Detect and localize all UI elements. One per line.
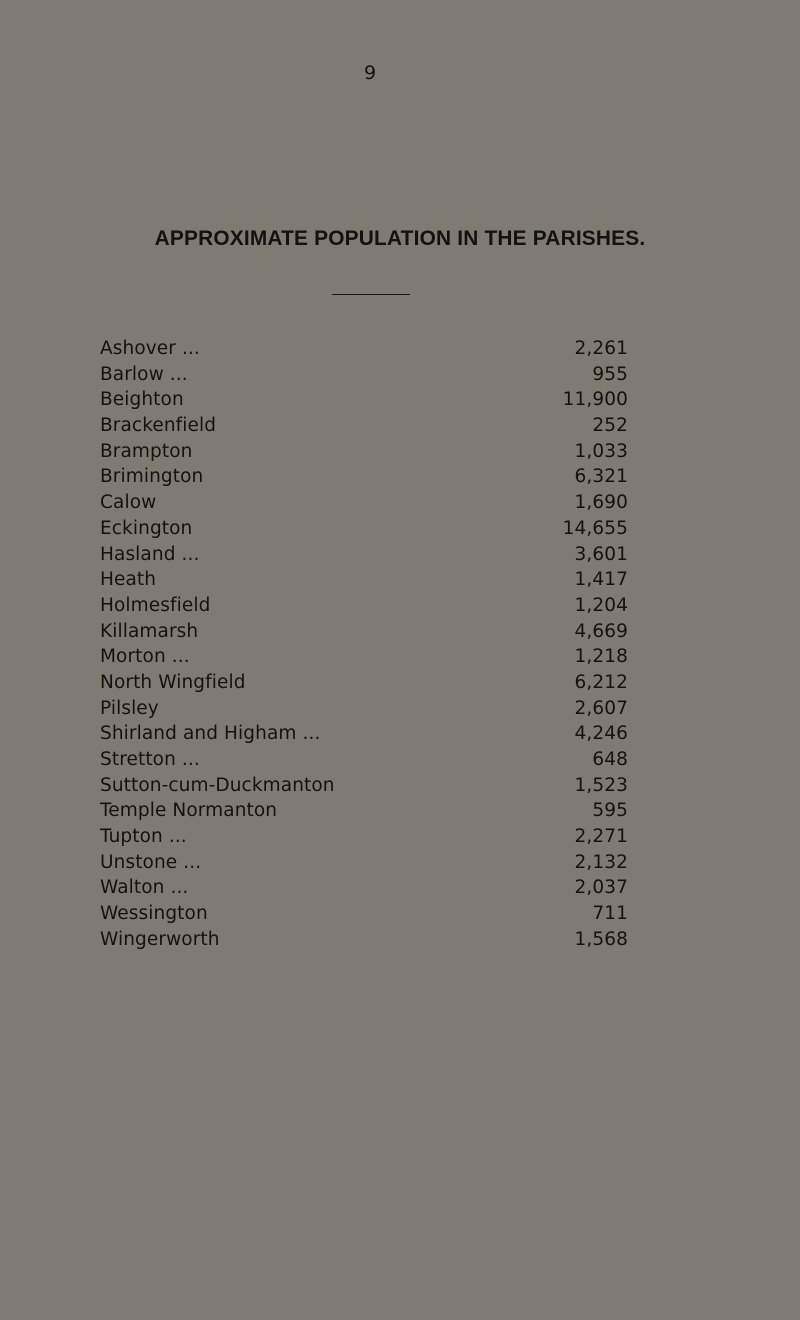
parish-name: Temple Normanton <box>100 800 278 822</box>
table-row <box>100 721 628 747</box>
parish-name: Brackenfield <box>100 415 217 437</box>
parish-name: Brampton <box>100 440 193 462</box>
parish-name: Stretton ... <box>100 749 200 770</box>
table-row <box>100 362 628 388</box>
parish-name: Tupton ... <box>100 826 187 848</box>
parish-name: Ashover ... <box>100 338 200 359</box>
parish-population: 11,900 <box>562 389 628 411</box>
parish-population: 1,033 <box>574 440 628 462</box>
parish-name: Beighton <box>100 389 184 411</box>
table-row <box>100 670 628 696</box>
parish-population: 2,037 <box>574 877 628 899</box>
parish-population: 1,417 <box>574 569 628 591</box>
title-rule <box>332 294 410 295</box>
table-row <box>100 850 628 876</box>
table-row <box>100 516 628 542</box>
parish-population: 6,321 <box>574 466 628 488</box>
table-row <box>100 696 628 722</box>
table-row <box>100 464 628 490</box>
table-row <box>100 336 628 362</box>
parish-population: 2,607 <box>574 697 628 719</box>
parish-population: 14,655 <box>562 517 628 539</box>
table-row <box>100 490 628 516</box>
parish-population: 6,212 <box>574 671 628 693</box>
table-row <box>100 773 628 799</box>
page-number: 9 <box>363 62 377 84</box>
parish-population: 4,246 <box>574 723 628 745</box>
parish-name: Brimington <box>100 466 204 488</box>
population-table <box>100 336 628 953</box>
table-row <box>100 901 628 927</box>
parish-population: 595 <box>592 800 628 822</box>
parish-name: Pilsley <box>100 697 159 719</box>
parish-population: 1,523 <box>574 774 628 796</box>
parish-population: 3,601 <box>574 543 628 565</box>
parish-population: 1,690 <box>574 492 628 514</box>
table-row <box>100 644 628 670</box>
parish-name: Holmesfield <box>100 594 211 616</box>
parish-name: Wessington <box>100 903 208 925</box>
parish-name: North Wingfield <box>100 671 246 693</box>
parish-name: Unstone ... <box>100 851 202 873</box>
parish-name: Heath <box>100 569 157 591</box>
table-row <box>100 439 628 465</box>
parish-name: Shirland and Higham ... <box>100 723 321 745</box>
parish-population: 2,132 <box>574 851 628 873</box>
parish-population: 2,271 <box>574 826 628 848</box>
table-row <box>100 747 628 773</box>
parish-name: Eckington <box>100 517 193 539</box>
parish-population: 1,568 <box>574 928 628 950</box>
table-row <box>100 387 628 413</box>
parish-name: Wingerworth <box>100 928 220 950</box>
parish-population: 1,204 <box>574 594 628 616</box>
table-row <box>100 619 628 645</box>
page-title: APPROXIMATE POPULATION IN THE PARISHES. <box>154 226 646 250</box>
table-row <box>100 413 628 439</box>
parish-population: 252 <box>592 415 628 437</box>
parish-name: Walton ... <box>100 877 189 899</box>
parish-population: 955 <box>592 363 628 385</box>
parish-population: 2,261 <box>574 338 628 359</box>
parish-population: 1,218 <box>574 646 628 668</box>
table-row <box>100 875 628 901</box>
table-row <box>100 542 628 568</box>
parish-name: Hasland ... <box>100 543 200 565</box>
parish-name: Killamarsh <box>100 620 199 642</box>
table-row <box>100 927 628 953</box>
parish-population: 4,669 <box>574 620 628 642</box>
parish-population: 648 <box>592 749 628 770</box>
table-row <box>100 798 628 824</box>
parish-population: 711 <box>592 903 628 925</box>
parish-name: Barlow ... <box>100 363 188 385</box>
parish-name: Morton ... <box>100 646 190 668</box>
table-row <box>100 593 628 619</box>
table-row <box>100 824 628 850</box>
parish-name: Sutton-cum-Duckmanton <box>100 774 335 796</box>
table-row <box>100 567 628 593</box>
parish-name: Calow <box>100 492 157 514</box>
